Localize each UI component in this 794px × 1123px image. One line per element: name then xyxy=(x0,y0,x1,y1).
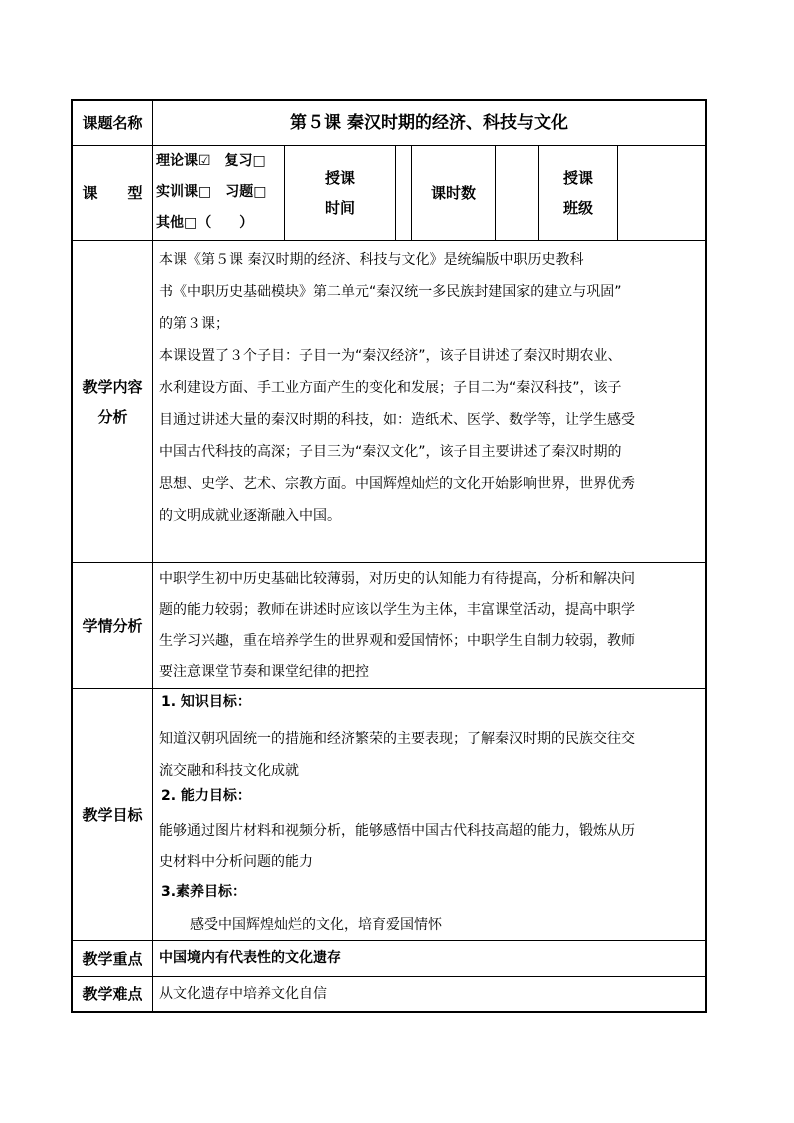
table-border-right xyxy=(705,99,707,1013)
teaching-class-label xyxy=(539,146,617,240)
content-analysis-line: 的文明成就业逐渐融入中国。 xyxy=(159,508,341,524)
content-analysis-label-line1: 教学内容 xyxy=(82,377,143,396)
student-analysis-text xyxy=(153,564,705,688)
content-analysis-line: 本课《第５课 秦汉时期的经济、科技与文化》是统编版中职历史教科 xyxy=(159,252,584,268)
teaching-time-label xyxy=(285,146,395,240)
knowledge-objective-line: 知道汉朝巩固统一的措施和经济繁荣的主要表现；了解秦汉时期的民族交往交 xyxy=(159,731,635,747)
student-analysis-line: 生学习兴趣，重在培养学生的世界观和爱国情怀；中职学生自制力较弱，教师 xyxy=(159,633,635,649)
key-point-value: 中国境内有代表性的文化遗存 xyxy=(159,950,341,966)
knowledge-objective-title: 1. 知识目标： xyxy=(161,694,251,710)
table-border-bottom xyxy=(71,1011,707,1013)
teaching-time-label-line1: 授课 xyxy=(324,169,355,187)
teaching-class-label-line1: 授课 xyxy=(562,169,593,187)
student-analysis-line: 题的能力较弱；教师在讲述时应该以学生为主体，丰富课堂活动，提高中职学 xyxy=(159,602,635,618)
key-point-label: 教学重点 xyxy=(82,949,143,968)
course-type-option-practice: 实训课□ 习题□ xyxy=(156,184,267,200)
teaching-time-label-line2: 时间 xyxy=(324,199,355,217)
content-analysis-line: 思想、史学、艺术、宗教方面。中国辉煌灿烂的文化开始影响世界，世界优秀 xyxy=(159,476,635,492)
student-analysis-line: 要注意课堂节奏和课堂纪律的把控 xyxy=(159,664,369,680)
row-divider xyxy=(71,240,707,241)
literacy-objective-line: 感受中国辉煌灿烂的文化，培育爱国情怀 xyxy=(190,917,442,933)
content-analysis-line: 的第３课； xyxy=(159,316,229,332)
content-analysis-line: 水利建设方面、手工业方面产生的变化和发展；子目二为“秦汉科技”，该子 xyxy=(159,380,622,396)
class-hours-value[interactable] xyxy=(496,146,538,240)
teaching-class-value[interactable] xyxy=(618,146,705,240)
topic-label: 课题名称 xyxy=(82,114,143,132)
course-type-label: 课 型 xyxy=(82,184,143,202)
content-analysis-label xyxy=(73,241,152,562)
ability-objective-title: 2. 能力目标： xyxy=(161,788,251,804)
row-divider xyxy=(71,562,707,563)
content-analysis-label-line2: 分析 xyxy=(97,407,128,426)
lesson-title: 第５课 秦汉时期的经济、科技与文化 xyxy=(290,113,568,133)
difficulty-label: 教学难点 xyxy=(82,985,143,1003)
objectives-label: 教学目标 xyxy=(82,805,143,824)
class-hours-label: 课时数 xyxy=(430,184,476,202)
content-analysis-line: 书《中职历史基础模块》第二单元“秦汉统一多民族封建国家的建立与巩固” xyxy=(159,284,622,300)
literacy-objective-title: 3.素养目标： xyxy=(161,884,247,900)
teaching-time-value[interactable] xyxy=(396,146,411,240)
course-type-option-other: 其他□（ ） xyxy=(156,215,254,231)
content-analysis-text xyxy=(153,244,705,560)
content-analysis-line: 本课设置了３个子目：子目一为“秦汉经济”，该子目讲述了秦汉时期农业、 xyxy=(159,348,622,364)
content-analysis-line: 中国古代科技的高深；子目三为“秦汉文化”，该子目主要讲述了秦汉时期的 xyxy=(159,444,622,460)
course-type-options xyxy=(153,146,284,240)
knowledge-objective-line: 流交融和科技文化成就 xyxy=(159,763,299,779)
ability-objective-line: 史材料中分析问题的能力 xyxy=(159,854,313,870)
ability-objective-line: 能够通过图片材料和视频分析，能够感悟中国古代科技高超的能力，锻炼从历 xyxy=(159,823,635,839)
content-analysis-line: 目通过讲述大量的秦汉时期的科技，如：造纸术、医学、数学等，让学生感受 xyxy=(159,412,635,428)
difficulty-value: 从文化遗存中培养文化自信 xyxy=(159,986,327,1002)
student-analysis-label: 学情分析 xyxy=(82,616,143,635)
course-type-option-theory: 理论课☑ 复习□ xyxy=(156,153,266,169)
teaching-class-label-line2: 班级 xyxy=(562,199,593,217)
objectives-text xyxy=(153,689,705,940)
student-analysis-line: 中职学生初中历史基础比较薄弱，对历史的认知能力有待提高，分析和解决问 xyxy=(159,571,635,587)
